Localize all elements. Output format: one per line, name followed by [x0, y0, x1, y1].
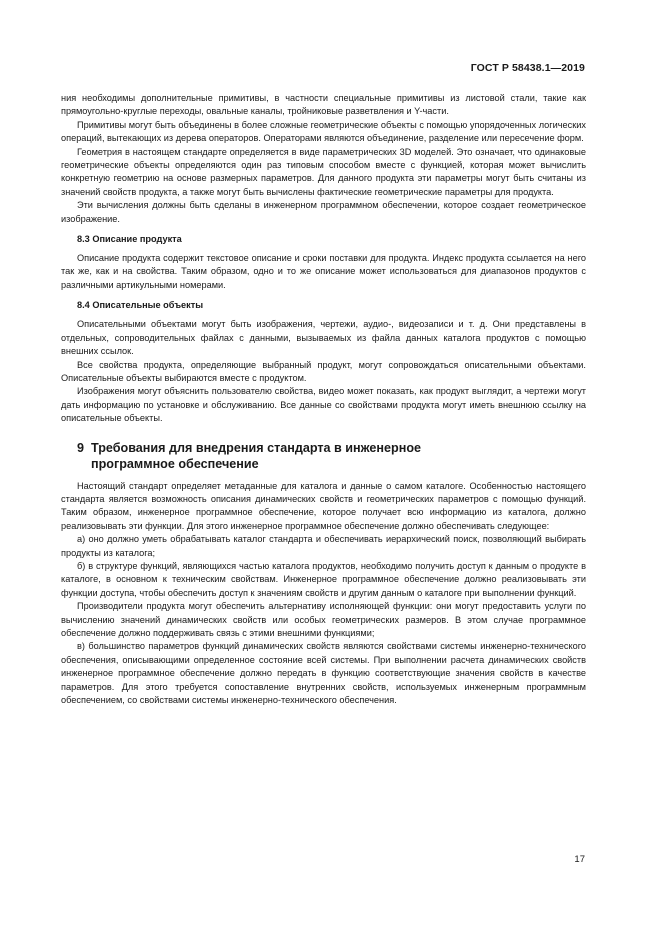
list-item: в) большинство параметров функций динамических свойств являются свойствами системы инженерно-технического обеспечения, описывающими определенное состояние всей системы. При выполнении расчета динамических свойств инженерное программное обеспечение должно передать в функцию соответствующие значения свойств в качестве параметров. Для этого требуется сопоставление внутренних свойств, используемых инженерным программным обеспечением, со свойствами системы инженерно-технического обеспечения.: [61, 641, 586, 706]
page-content: [61, 92, 586, 707]
section-9: [61, 440, 586, 708]
section-8-4: [61, 299, 586, 425]
paragraph: ния необходимы дополнительные примитивы, в частности специальные примитивы из листовой стали, такие как прямоугольно-круглые переходы, овальные каналы, тройниковые разветвления и Y-части.: [61, 93, 586, 117]
paragraph: Все свойства продукта, определяющие выбранный продукт, могут сопровождаться описательными объектами. Описательные объекты выбираются вместе с продуктом.: [61, 359, 586, 383]
paragraph: Эти вычисления должны быть сделаны в инженерном программном обеспечении, которое создает геометрическое изображение.: [61, 200, 586, 224]
paragraph: Описание продукта содержит текстовое описание и сроки поставки для продукта. Индекс продукта ссылается на него так же, как и на свойства. Таким образом, одно и то же описание может использоваться для диапазонов продуктов с различными артикульными номерами.: [61, 253, 586, 290]
chapter-title-line-1: Требования для внедрения стандарта в инженерное: [91, 440, 422, 455]
section-heading: 8.4 Описательные объекты: [77, 300, 204, 311]
chapter-title-line-2: программное обеспечение: [91, 456, 259, 471]
section-8-2-continuation: [61, 92, 586, 226]
paragraph: Настоящий стандарт определяет метаданные для каталога и данные о самом каталоге. Особенностью настоящего стандарта является возможность описания динамических свойств и геометрических параметров с помощью функций. Таким образом, инженерное программное обеспечение, которое получает всю информацию из каталога, должно реализовывать эти функции. Для этого инженерное программное обеспечение должно обеспечивать следующее:: [61, 480, 586, 531]
paragraph: Описательными объектами могут быть изображения, чертежи, аудио-, видеозаписи и т. д. Они представлены в отдельных, сопроводительных файлах с данными, вызываемых из файла данных каталога продуктов с помощью внешних ссылок.: [61, 319, 586, 357]
section-8-3: [61, 233, 586, 292]
paragraph: Производители продукта могут обеспечить альтернативу исполняющей функции: они могут предоставить услуги по вычислению значений динамических свойств или особых геометрических размеров. В этом случае программное обеспечение должно поддерживать связь с этими внешними функциями;: [61, 601, 586, 638]
paragraph: Примитивы могут быть объединены в более сложные геометрические объекты с помощью упорядоченных логических операций, вытекающих из дерева операторов. Операторами являются объединение, разделение или пересечение форм.: [61, 119, 586, 144]
paragraph: Геометрия в настоящем стандарте определяется в виде параметрических 3D моделей. Это означает, что одинаковые геометрические объекты определяются один раз типовым способом вместе с функцией, которая может вычислить конкретную геометрию на основе размерных параметров. Для данного продукта эти параметры могут быть считаны из значений свойств продукта, а также могут быть вычислены фактические геометрические параметры для продукта.: [61, 146, 586, 197]
page-number: 17: [574, 854, 585, 865]
chapter-number: 9: [77, 440, 85, 455]
standard-header: ГОСТ Р 58438.1—2019: [470, 62, 585, 74]
list-item: б) в структуре функций, являющихся частью каталога продуктов, необходимо получить доступ к данным о продукте в каталоге, в основном к техническим свойствам. Инженерное программное обеспечение должно реализовывать эти функции доступа, чтобы обеспечить доступ к значениям свойств и другим данным о каталоге при выполнении функций.: [61, 560, 586, 598]
list-item: а) оно должно уметь обрабатывать каталог стандарта и обеспечивать иерархический поиск, позволяющий выбирать продукты из каталога;: [61, 534, 586, 558]
section-heading: 8.3 Описание продукта: [77, 234, 182, 245]
paragraph: Изображения могут объяснить пользователю свойства, видео может показать, как продукт выглядит, а чертежи могут дать информацию по установке и обслуживанию. Все данные со свойствами продукта могут иметь внешнюю ссылку на описательные объекты.: [61, 386, 586, 424]
chapter-heading: [77, 440, 586, 472]
